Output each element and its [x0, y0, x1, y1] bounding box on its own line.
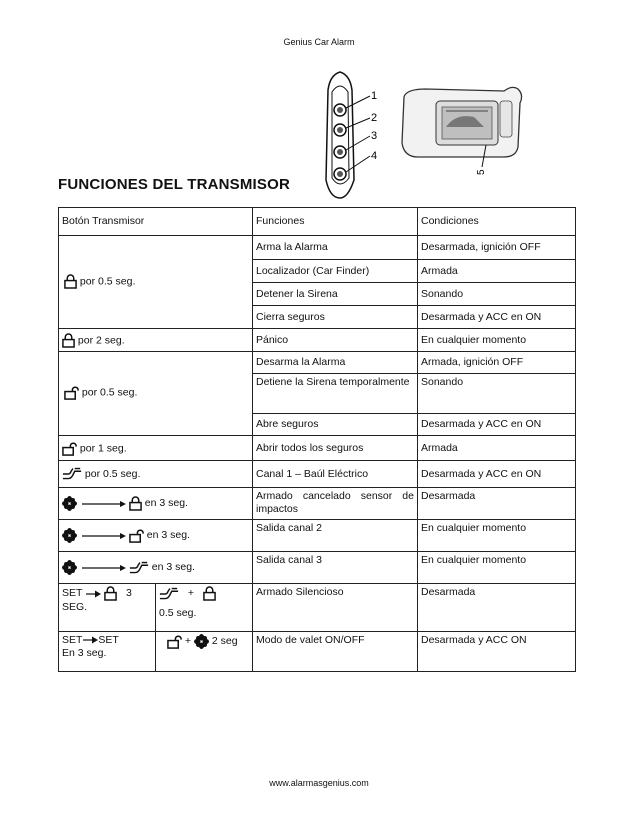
condition-cell: Desarmada y ACC en ON: [418, 414, 576, 436]
lock-icon: [62, 333, 75, 348]
table-row: [59, 329, 576, 352]
condition-cell: Armada: [418, 260, 576, 283]
function-cell: Detiene la Sirena temporalmente: [253, 374, 418, 414]
button-cell-trunk-lock: [156, 584, 253, 632]
star-icon: [62, 496, 77, 511]
set-count: 3: [126, 587, 132, 600]
function-cell: Armado cancelado sensor de impactos: [253, 488, 418, 520]
function-cell: Arma la Alarma: [253, 236, 418, 260]
condition-cell: En cualquier momento: [418, 329, 576, 352]
unlock-icon: [64, 385, 79, 400]
header-boton: Botón Transmisor: [59, 208, 253, 236]
unlock-icon: [62, 441, 77, 456]
functions-table: [58, 207, 576, 672]
arrow-icon: [80, 532, 126, 540]
button-duration: por 0.5 seg.: [79, 275, 136, 288]
set-label: SET: [62, 634, 83, 646]
function-cell: Detener la Sirena: [253, 283, 418, 306]
function-cell: Modo de valet ON/OFF: [253, 632, 418, 672]
condition-cell: En cualquier momento: [418, 520, 576, 552]
button-cell-star-trunk: [59, 552, 253, 584]
condition-cell: Armada, ignición OFF: [418, 352, 576, 374]
condition-cell: Desarmada: [418, 488, 576, 520]
button-cell-unlock-1: [59, 436, 253, 461]
button-duration: 0.5 seg.: [159, 607, 197, 619]
table-row: [59, 552, 576, 584]
page-header: Genius Car Alarm: [283, 37, 355, 47]
button-duration: 2 seg: [211, 635, 238, 648]
table-row: [59, 632, 576, 672]
button-cell-lock-2: [59, 329, 253, 352]
function-cell: Armado Silencioso: [253, 584, 418, 632]
set-label: SET: [98, 634, 119, 646]
plus-sign: +: [187, 587, 195, 600]
function-cell: Desarma la Alarma: [253, 352, 418, 374]
arrow-icon: [80, 564, 126, 572]
function-cell: Salida canal 3: [253, 552, 418, 584]
condition-cell: Sonando: [418, 283, 576, 306]
lock-icon: [203, 586, 216, 601]
trunk-icon: [62, 467, 82, 481]
table-row: [59, 236, 576, 260]
plus-sign: +: [184, 635, 192, 648]
button-cell-set: [59, 584, 156, 632]
page-footer: www.alarmasgenius.com: [269, 778, 369, 788]
condition-cell: Desarmada y ACC en ON: [418, 461, 576, 488]
button-duration: en 3 seg.: [144, 497, 188, 510]
trunk-icon: [129, 561, 149, 575]
button-duration: por 0.5 seg.: [84, 467, 141, 480]
function-cell: Canal 1 – Baúl Eléctrico: [253, 461, 418, 488]
button-cell-star-lock: [59, 488, 253, 520]
condition-cell: Desarmada: [418, 584, 576, 632]
button-duration: por 1 seg.: [79, 441, 127, 454]
button-duration: por 0.5 seg.: [81, 386, 138, 399]
remote-label-1: 1: [371, 90, 378, 102]
device-label-5: 5: [476, 169, 487, 175]
unlock-icon: [129, 528, 144, 543]
function-cell: Cierra seguros: [253, 306, 418, 329]
section-title: FUNCIONES DEL TRANSMISOR: [58, 176, 291, 193]
header-condiciones: Condiciones: [418, 208, 576, 236]
table-row: [59, 461, 576, 488]
set-duration: En 3 seg.: [62, 647, 107, 659]
button-cell-unlock-star: [156, 632, 253, 672]
condition-cell: Desarmada y ACC en ON: [418, 306, 576, 329]
set-label: SET: [62, 587, 83, 600]
table-row: [59, 584, 576, 632]
function-cell: Abrir todos los seguros: [253, 436, 418, 461]
table-row: [59, 436, 576, 461]
arrow-icon: [80, 500, 126, 508]
condition-cell: Desarmada y ACC ON: [418, 632, 576, 672]
lcd-transmitter-illustration: [396, 83, 526, 178]
condition-cell: Sonando: [418, 374, 576, 414]
button-cell-star-unlock: [59, 520, 253, 552]
button-cell-lock-05: [59, 236, 253, 329]
function-cell: Pánico: [253, 329, 418, 352]
remote-label-3: 3: [371, 130, 378, 142]
function-cell: Localizador (Car Finder): [253, 260, 418, 283]
header-funciones: Funciones: [253, 208, 418, 236]
set-duration: SEG.: [62, 601, 88, 613]
table-row: [59, 352, 576, 374]
trunk-icon: [159, 587, 179, 601]
table-row: [59, 520, 576, 552]
arrow-icon: [82, 636, 98, 644]
function-cell: Salida canal 2: [253, 520, 418, 552]
star-icon: [62, 528, 77, 543]
lock-icon: [129, 496, 142, 511]
button-cell-set-set: [59, 632, 156, 672]
condition-cell: Armada: [418, 436, 576, 461]
function-cell: Abre seguros: [253, 414, 418, 436]
button-duration: en 3 seg.: [146, 529, 190, 542]
button-duration: en 3 seg.: [151, 561, 195, 574]
lock-icon: [64, 274, 77, 289]
button-duration: por 2 seg.: [77, 333, 125, 346]
lock-icon: [104, 586, 117, 601]
remote-control-illustration: [318, 70, 398, 205]
button-cell-unlock-05: [59, 352, 253, 436]
arrow-icon: [85, 590, 101, 598]
remote-label-4: 4: [371, 150, 378, 162]
remote-label-2: 2: [371, 112, 378, 124]
table-header-row: [59, 208, 576, 236]
condition-cell: Desarmada, ignición OFF: [418, 236, 576, 260]
star-icon: [194, 634, 209, 649]
unlock-icon: [167, 634, 182, 649]
table-row: [59, 488, 576, 520]
condition-cell: En cualquier momento: [418, 552, 576, 584]
button-cell-trunk: [59, 461, 253, 488]
star-icon: [62, 560, 77, 575]
